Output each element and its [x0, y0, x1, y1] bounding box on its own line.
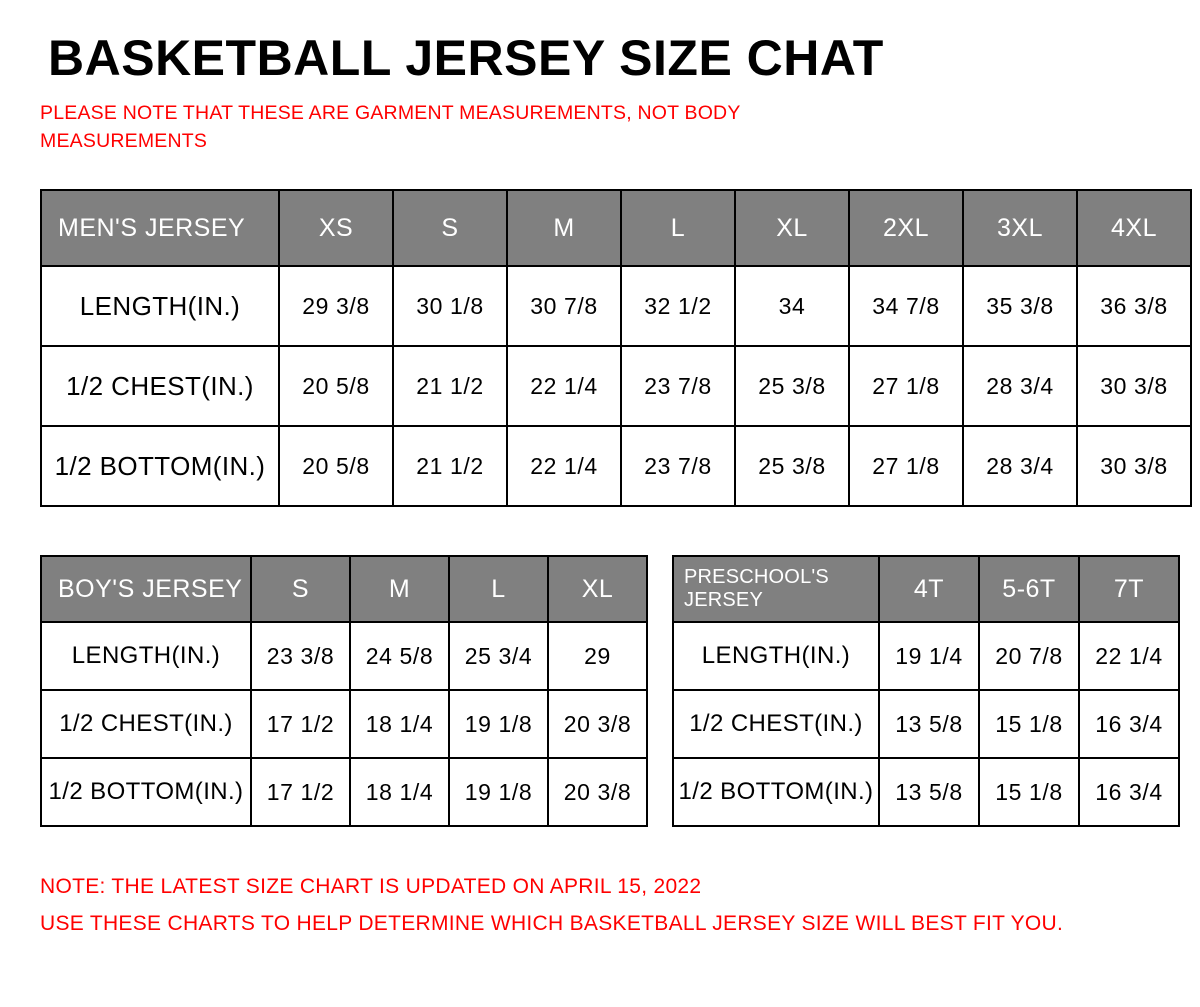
table-cell: 16 3/4	[1079, 758, 1179, 826]
row-label: 1/2 CHEST(IN.)	[41, 346, 279, 426]
table-cell: 19 1/8	[449, 690, 548, 758]
table-row	[41, 758, 647, 826]
table-cell: 15 1/8	[979, 758, 1079, 826]
table-header-row	[673, 556, 1179, 622]
table-cell: 20 7/8	[979, 622, 1079, 690]
table-cell: 23 3/8	[251, 622, 350, 690]
table-cell: 30 1/8	[393, 266, 507, 346]
table-cell: 24 5/8	[350, 622, 449, 690]
column-header: BOY'S JERSEY	[41, 556, 251, 622]
table-cell: 23 7/8	[621, 426, 735, 506]
table-cell: 22 1/4	[507, 426, 621, 506]
table-cell: 21 1/2	[393, 346, 507, 426]
table-cell: 17 1/2	[251, 690, 350, 758]
column-header: S	[251, 556, 350, 622]
lower-tables-container	[40, 555, 1176, 827]
column-header: PRESCHOOL'S JERSEY	[673, 556, 879, 622]
row-label: 1/2 BOTTOM(IN.)	[673, 758, 879, 826]
column-header: 5-6T	[979, 556, 1079, 622]
table-header-row	[41, 556, 647, 622]
column-header: XS	[279, 190, 393, 266]
table-cell: 23 7/8	[621, 346, 735, 426]
table-cell: 16 3/4	[1079, 690, 1179, 758]
top-note: PLEASE NOTE THAT THESE ARE GARMENT MEASUREMENTS, NOT BODY MEASUREMENTS	[40, 101, 741, 152]
table-cell: 36 3/8	[1077, 266, 1191, 346]
bottom-note-update: NOTE: THE LATEST SIZE CHART IS UPDATED ON APRIL 15, 2022	[40, 875, 702, 899]
row-label: LENGTH(IN.)	[41, 266, 279, 346]
column-header: S	[393, 190, 507, 266]
column-header: 4T	[879, 556, 979, 622]
row-label: 1/2 BOTTOM(IN.)	[41, 758, 251, 826]
table-cell: 20 3/8	[548, 758, 647, 826]
table-cell: 21 1/2	[393, 426, 507, 506]
table-row	[41, 266, 1191, 346]
column-header: 7T	[1079, 556, 1179, 622]
table-cell: 28 3/4	[963, 346, 1077, 426]
table-cell: 22 1/4	[507, 346, 621, 426]
table-cell: 22 1/4	[1079, 622, 1179, 690]
table-row	[41, 622, 647, 690]
table-cell: 20 3/8	[548, 690, 647, 758]
row-label: LENGTH(IN.)	[41, 622, 251, 690]
table-row	[41, 690, 647, 758]
table-cell: 15 1/8	[979, 690, 1079, 758]
table-cell: 19 1/4	[879, 622, 979, 690]
table-row	[673, 758, 1179, 826]
table-row	[41, 426, 1191, 506]
table-cell: 19 1/8	[449, 758, 548, 826]
column-header: MEN'S JERSEY	[41, 190, 279, 266]
row-label: 1/2 CHEST(IN.)	[673, 690, 879, 758]
table-cell: 20 5/8	[279, 426, 393, 506]
table-cell: 17 1/2	[251, 758, 350, 826]
table-row	[673, 690, 1179, 758]
column-header: XL	[735, 190, 849, 266]
table-cell: 29	[548, 622, 647, 690]
column-header: 4XL	[1077, 190, 1191, 266]
table-cell: 18 1/4	[350, 690, 449, 758]
boys-jersey-size-table	[40, 555, 648, 827]
table-cell: 32 1/2	[621, 266, 735, 346]
table-cell: 13 5/8	[879, 758, 979, 826]
table-cell: 25 3/4	[449, 622, 548, 690]
table-cell: 35 3/8	[963, 266, 1077, 346]
table-cell: 13 5/8	[879, 690, 979, 758]
table-cell: 34	[735, 266, 849, 346]
page-title: BASKETBALL JERSEY SIZE CHAT	[48, 30, 884, 86]
preschool-jersey-size-table	[672, 555, 1180, 827]
table-cell: 28 3/4	[963, 426, 1077, 506]
column-header: 2XL	[849, 190, 963, 266]
table-row	[673, 622, 1179, 690]
column-header: L	[449, 556, 548, 622]
table-cell: 27 1/8	[849, 426, 963, 506]
row-label: 1/2 BOTTOM(IN.)	[41, 426, 279, 506]
mens-jersey-size-table	[40, 189, 1192, 507]
bottom-notes	[40, 869, 1176, 943]
table-cell: 18 1/4	[350, 758, 449, 826]
column-header: L	[621, 190, 735, 266]
column-header: M	[507, 190, 621, 266]
table-cell: 27 1/8	[849, 346, 963, 426]
table-cell: 34 7/8	[849, 266, 963, 346]
column-header: 3XL	[963, 190, 1077, 266]
table-cell: 29 3/8	[279, 266, 393, 346]
bottom-note-usage: USE THESE CHARTS TO HELP DETERMINE WHICH BASKETBALL JERSEY SIZE WILL BEST FIT YOU.	[40, 911, 1064, 935]
table-cell: 20 5/8	[279, 346, 393, 426]
table-cell: 30 7/8	[507, 266, 621, 346]
table-row	[41, 346, 1191, 426]
table-cell: 30 3/8	[1077, 426, 1191, 506]
column-header: XL	[548, 556, 647, 622]
table-cell: 30 3/8	[1077, 346, 1191, 426]
column-header: M	[350, 556, 449, 622]
row-label: LENGTH(IN.)	[673, 622, 879, 690]
table-cell: 25 3/8	[735, 346, 849, 426]
table-cell: 25 3/8	[735, 426, 849, 506]
table-header-row	[41, 190, 1191, 266]
row-label: 1/2 CHEST(IN.)	[41, 690, 251, 758]
